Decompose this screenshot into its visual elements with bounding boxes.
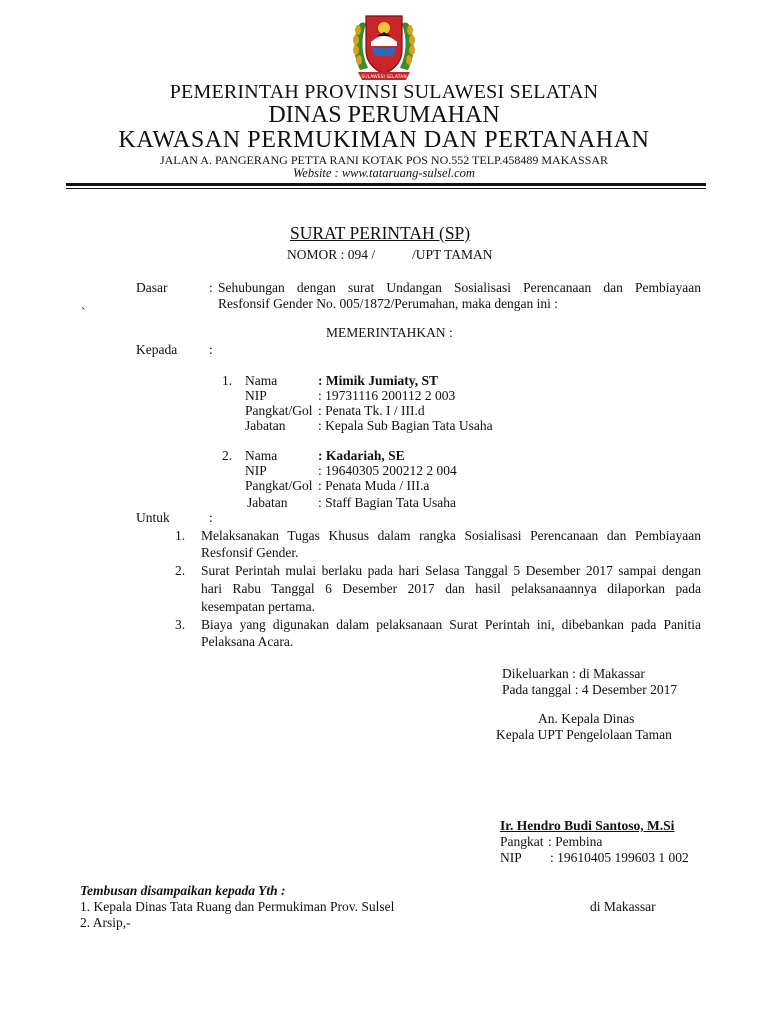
person-1-number: 1. — [222, 373, 233, 388]
emblem-caption: SULAWESI SELATAN — [361, 75, 407, 81]
untuk-item-1-line1: Melaksanakan Tugas Khusus dalam rangka Sosialisasi Perencanaan dan Pembiayaan — [201, 528, 701, 543]
letterhead-department: KAWASAN PERMUKIMAN DAN PERTANAHAN — [118, 127, 650, 153]
document-number-suffix: /UPT TAMAN — [412, 247, 493, 262]
issued-place: Dikeluarkan : di Makassar — [502, 666, 645, 681]
dasar-label: Dasar — [136, 280, 168, 295]
signer-name: Ir. Hendro Budi Santoso, M.Si — [500, 818, 675, 833]
person-1-rank-label: Pangkat/Gol — [245, 403, 313, 418]
signature-position: Kepala UPT Pengelolaan Taman — [496, 727, 672, 742]
stray-mark: ` — [81, 305, 86, 320]
untuk-item-2-number: 2. — [175, 563, 186, 578]
person-2-number: 2. — [222, 448, 233, 463]
letterhead-government: PEMERINTAH PROVINSI SULAWESI SELATAN — [169, 81, 599, 103]
signer-nip: : 19610405 199603 1 002 — [550, 850, 689, 865]
person-1-position-label: Jabatan — [245, 418, 286, 433]
dasar-text-line2: Resfonsif Gender No. 005/1872/Perumahan, maka dengan ini : — [218, 296, 559, 311]
person-1-nip: : 19731116 200112 2 003 — [318, 388, 456, 403]
dasar-colon: : — [209, 280, 213, 295]
kepada-colon: : — [209, 342, 213, 357]
untuk-item-2-line2: hari Rabu Tanggal 6 Desember 2017 dan hasil pelaksanaannya dilaporkan pada — [201, 581, 701, 596]
copies-item-1: 1. Kepala Dinas Tata Ruang dan Permukiman Prov. Sulsel — [80, 899, 395, 914]
person-1-name-label: Nama — [245, 373, 278, 388]
person-2-position: : Staff Bagian Tata Usaha — [318, 495, 457, 510]
untuk-item-1-number: 1. — [175, 528, 186, 543]
signer-nip-label: NIP — [500, 850, 522, 865]
person-2-rank: : Penata Muda / III.a — [318, 478, 430, 493]
signer-rank: : Pembina — [548, 834, 603, 849]
signer-rank-label: Pangkat — [500, 834, 544, 849]
signature-on-behalf: An. Kepala Dinas — [538, 711, 635, 726]
letterhead-website: Website : www.tataruang-sulsel.com — [293, 166, 475, 180]
untuk-item-2-line1: Surat Perintah mulai berlaku pada hari Selasa Tanggal 5 Desember 2017 sampai dengan — [201, 563, 701, 578]
person-2-position-label: Jabatan — [247, 495, 288, 510]
issued-date: Pada tanggal : 4 Desember 2017 — [502, 682, 678, 697]
letterhead-address: JALAN A. PANGERANG PETTA RANI KOTAK POS NO.552 TELP.458489 MAKASSAR — [159, 153, 609, 167]
untuk-item-3-line1: Biaya yang digunakan dalam pelaksanaan Surat Perintah ini, dibebankan pada Panitia — [201, 617, 701, 632]
untuk-item-3-line2: Pelaksana Acara. — [201, 634, 294, 649]
untuk-colon: : — [209, 510, 213, 525]
copies-heading: Tembusan disampaikan kepada Yth : — [80, 883, 286, 898]
kepada-label: Kepada — [136, 342, 178, 357]
order-heading: MEMERINTAHKAN : — [326, 325, 453, 340]
person-2-nip: : 19640305 200212 2 004 — [318, 463, 457, 478]
letterhead-agency: DINAS PERUMAHAN — [268, 102, 500, 128]
letterhead-divider-thick — [66, 183, 706, 186]
untuk-item-3-number: 3. — [175, 617, 186, 632]
provincial-emblem-logo — [344, 6, 424, 86]
person-1-position: : Kepala Sub Bagian Tata Usaha — [318, 418, 493, 433]
person-2-name-label: Nama — [245, 448, 278, 463]
person-2-nip-label: NIP — [245, 463, 267, 478]
person-1-rank: : Penata Tk. I / III.d — [318, 403, 425, 418]
person-2-name: : Kadariah, SE — [318, 448, 405, 463]
document-title: SURAT PERINTAH (SP) — [290, 223, 471, 243]
letterhead-divider-thin — [66, 188, 706, 189]
person-2-rank-label: Pangkat/Gol — [245, 478, 313, 493]
untuk-label: Untuk — [136, 510, 170, 525]
copies-item-1-place: di Makassar — [590, 899, 656, 914]
document-number-label: NOMOR : 094 / — [287, 247, 376, 262]
person-1-nip-label: NIP — [245, 388, 267, 403]
untuk-item-2-line3: kesempatan pertama. — [201, 599, 315, 614]
untuk-item-1-line2: Resfonsif Gender. — [201, 545, 299, 560]
dasar-text-line1: Sehubungan dengan surat Undangan Sosialisasi Perencanaan dan Pembiayaan — [218, 280, 701, 295]
copies-item-2: 2. Arsip,- — [80, 915, 131, 930]
person-1-name: : Mimik Jumiaty, ST — [318, 373, 439, 388]
